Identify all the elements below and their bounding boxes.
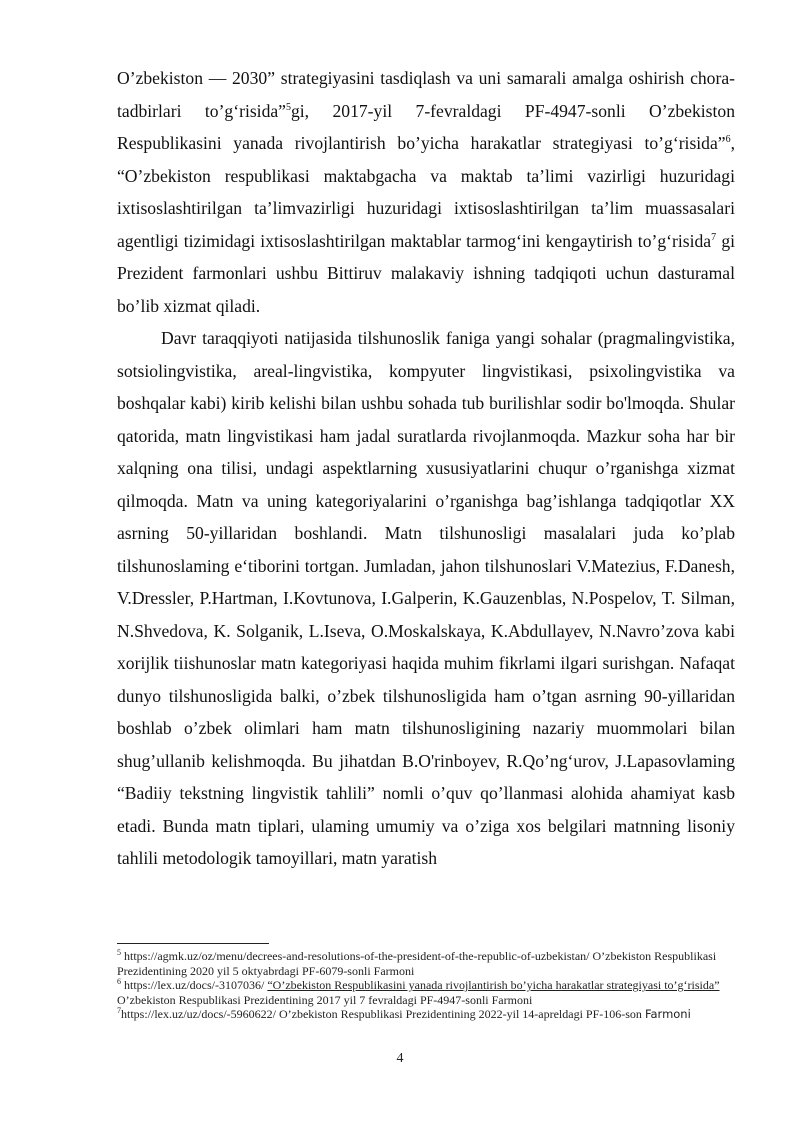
paragraph-2: Davr taraqqiyoti natijasida tilshunoslik faniga yangi sohalar (pragmalingvistika, sotsiolingvistika, areal-lingvistika, kompyuter lingvistikasi, psixolingvistika va boshqalar kabi) kirib kelishi bilan ushbu sohada tub burilishlar sodir bo'lmoqda. Shular qatorida, matn lingvistikasi ham jadal suratlarda rivojlanmoqda. Mazkur soha har bir xalqning ona tilisi, undagi aspektlarning xususiyatlarini chuqur o’rganishga xizmat qilmoqda. Matn va uning kategoriyalarini o’rganishga bag’ishlanga tadqiqotlar XX asrning 50-yillaridan boshlandi. Matn tilshunosligi masalalari juda ko’plab tilshunoslaming e‘tiborini tortgan. Jumladan, jahon tilshunoslari V.Matezius, F.Danesh, V.Dressler, P.Hartman, I.Kovtunova, I.Galperin, K.Gauzenblas, N.Pospelov, T. Silman, N.Shvedova, K. Solganik, L.Iseva, O.Moskalskaya, K.Abdullayev, N.Navro’zova kabi xorijlik tiishunoslar matn kategoriyasi haqida muhim fikrlami ilgari surishgan. Nafaqat dunyo tilshunosligida balki, o’zbek tilshunosligida ham o’tgan asrning 90-yillaridan boshlab o’zbek olimlari ham matn tilshunosligining nazariy muommolari bilan shug’ullanib kelishmoqda. Bu jihatdan B.O'rinboyev, R.Qo’ng‘urov, J.Lapasovlaming “Badiiy tekstning lingvistik tahlili” nomli o’quv qo’llanmasi alohida ahamiyat kasb etadi. Bunda matn tiplari, ulaming umumiy va o’ziga xos belgilari matnning lisoniy tahlili metodologik tamoyillari, matn yaratish (117, 328, 735, 868)
footnote-number-7: 7 (117, 1006, 121, 1016)
paragraph-1-part-1: O’zbekiston — 2030” strategiyasini tasdiqlash va uni samarali amalga oshirish chora-tadbirlari to’g‘risida” (117, 68, 735, 121)
footnote-7-text: https://lex.uz/uz/docs/-5960622/ O’zbekiston Respublikasi Prezidentining 2022-yil 14-apreldagi PF-106-son (121, 1007, 645, 1022)
footnote-5 (117, 949, 742, 978)
footnote-6-tail: O’zbekiston Respublikasi Prezidentining 2017 yil 7 fevraldagi PF-4947-sonli Farmoni (117, 992, 533, 1007)
paragraph-1-part-3: , “O’zbekiston respublikasi maktabgacha va maktab ta’limi vazirligi huzuridagi ixtisoslashtirilgan ta’limvazirligi huzuridagi ixtisoslashtirilgan ta’lim muassasalari agentligi tizimidagi ixtisoslashtirilgan maktablar tarmog‘ini kengaytirish to’g‘risida (117, 133, 735, 251)
paragraph-1-part-2: gi, 2017-yil 7-fevraldagi PF-4947-sonli O’zbekiston Respublikasini yanada rivojlantirish bo’yicha harakatlar strategiyasi to’g‘risida” (117, 100, 735, 153)
footnote-divider (117, 943, 269, 944)
footnote-7 (117, 1007, 742, 1022)
footnote-ref-5[interactable]: 5 (286, 101, 291, 113)
footnotes (117, 949, 742, 1022)
paragraph-1 (117, 62, 735, 322)
footnote-number-5: 5 (117, 948, 121, 957)
footnote-6-link[interactable]: “O’zbekiston Respublikasini yanada rivojlantirish bo’yicha harakatlar strategiyasi to’g‘risida” (267, 978, 720, 993)
body-text (117, 62, 735, 875)
page-number: 4 (396, 1051, 404, 1066)
footnote-5-text: https://agmk.uz/oz/menu/decrees-and-resolutions-of-the-president-of-the-republic-of-uzbekistan/ O’zbekiston Respublikasi Prezidentining 2020 yil 5 oktyabrdagi PF-6079-sonli Farmoni (117, 949, 717, 978)
footnote-ref-7[interactable]: 7 (711, 231, 717, 243)
footnote-7-tail: Farmoni (644, 1007, 691, 1022)
paragraph-1-part-4: gi Prezident farmonlari ushbu Bittiruv malakaviy ishning tadqiqoti uchun dasturamal bo’lib xizmat qiladi. (117, 230, 735, 316)
footnote-ref-6[interactable]: 6 (725, 134, 731, 146)
footnote-6 (117, 978, 742, 1007)
footnote-6-text: https://lex.uz/docs/-3107036/ (121, 978, 268, 993)
footnote-number-6: 6 (117, 977, 121, 987)
